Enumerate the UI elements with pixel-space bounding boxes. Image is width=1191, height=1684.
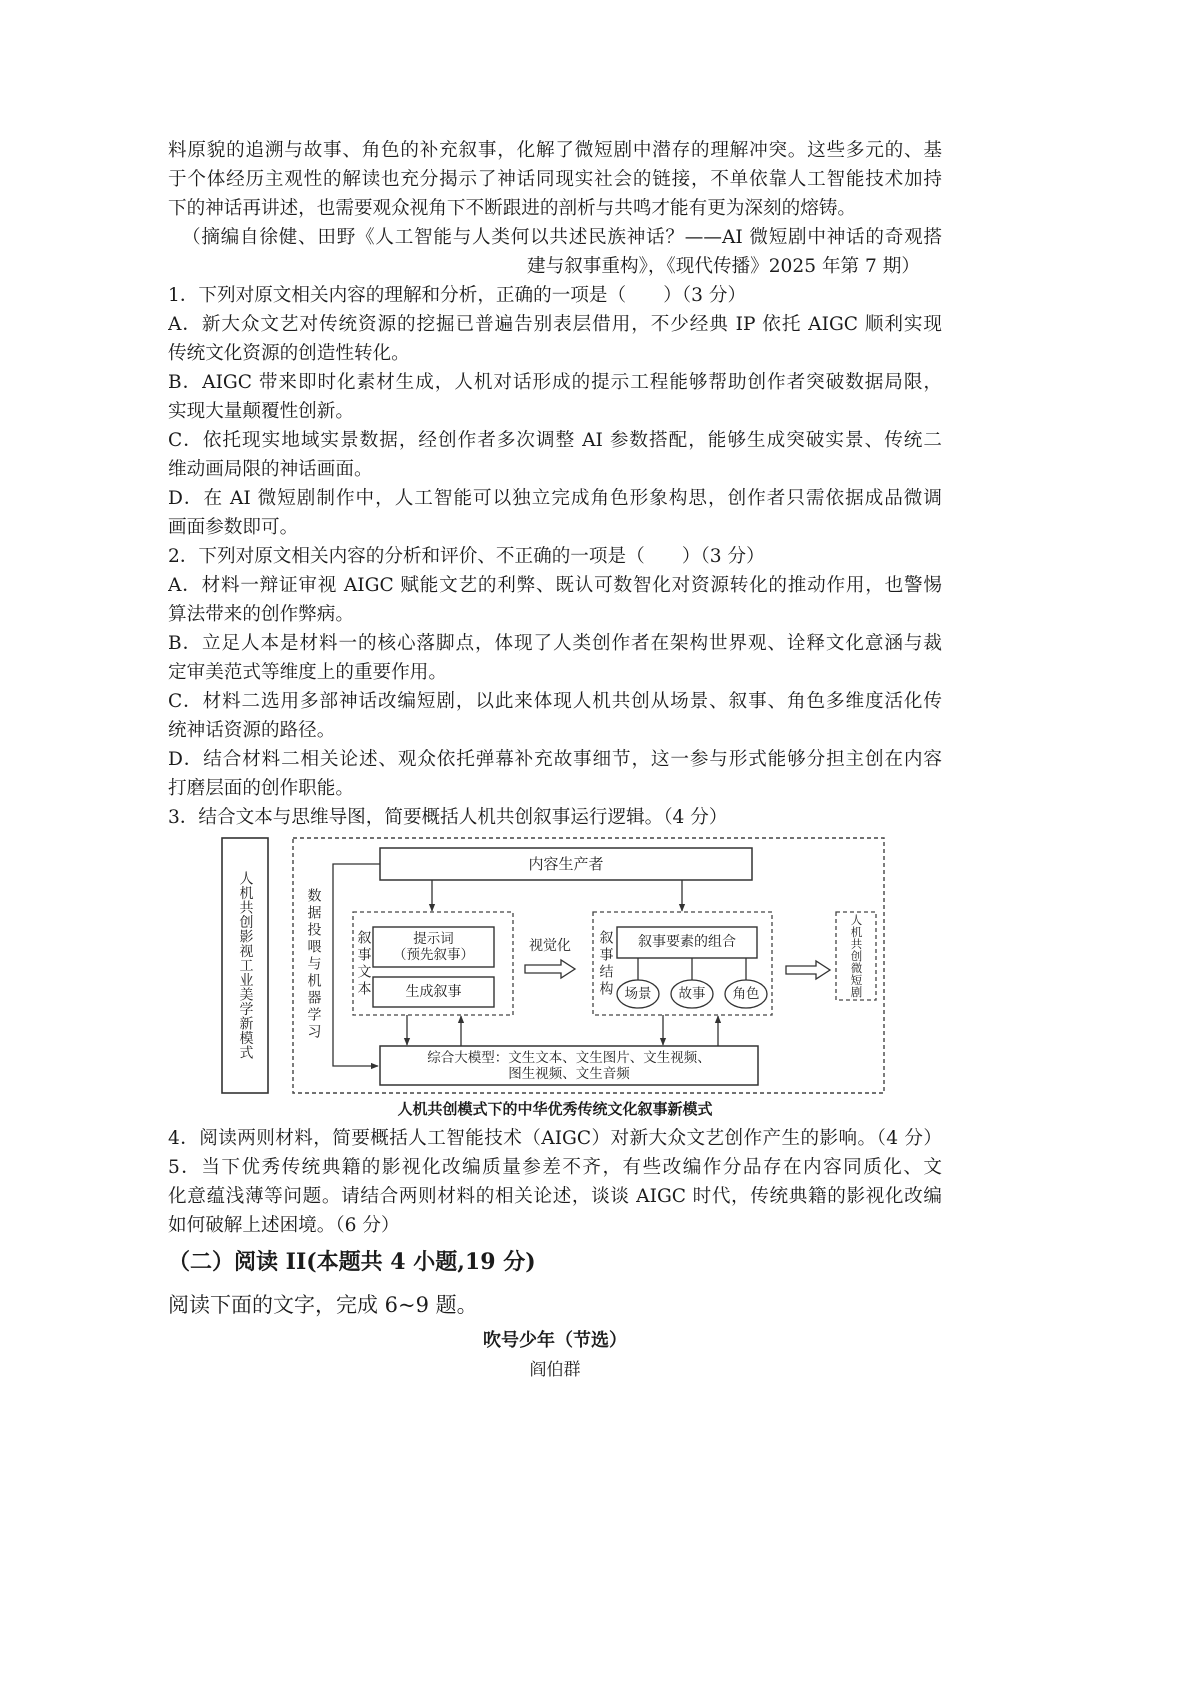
- generated-narrative-label: 生成叙事: [405, 983, 462, 1000]
- question-3-stem: 3．结合文本与思维导图，简要概括人机共创叙事运行逻辑。（4 分）: [168, 807, 728, 828]
- diagram-caption: 人机共创模式下的中华优秀传统文化叙事新模式: [397, 1100, 713, 1118]
- narrative-structure-text: 叙事结构: [597, 930, 614, 998]
- section-heading: （二）阅读 II(本题共 4 小题,19 分): [168, 1249, 536, 1275]
- option-line: A．新大众文艺对传统资源的挖掘已普遍告别表层借用，不少经典 IP 依托 AIGC 顺利实现: [168, 314, 942, 335]
- option-line: 画面参数即可。: [168, 517, 299, 538]
- prompt-title: 提示词: [413, 931, 454, 947]
- option-line: B．AIGC 带来即时化素材生成，人机对话形成的提示工程能够帮助创作者突破数据局限，: [168, 372, 942, 393]
- question-2-option-a: [168, 571, 942, 629]
- side-title-text: 人机共创影视工业美学新模式: [237, 871, 254, 1060]
- element-story-label: 故事: [678, 985, 706, 1002]
- option-line: D．在 AI 微短剧制作中，人工智能可以独立完成角色形象构思，创作者只需依据成品微调: [168, 488, 942, 509]
- question-5-line: 5．当下优秀传统典籍的影视化改编质量参差不齐，有些改编作分品存在内容同质化、文: [168, 1157, 942, 1178]
- option-line: 传统文化资源的创造性转化。: [168, 343, 410, 364]
- question-1-option-d: [168, 484, 942, 542]
- question-5: [168, 1153, 942, 1240]
- question-1-stem: 1．下列对原文相关内容的理解和分析，正确的一项是（ ）（3 分）: [168, 285, 747, 306]
- passage-line: 下的神话再讲述，也需要观众视角下不断跟进的剖析与共鸣才能有更为深刻的熔铸。: [168, 198, 856, 219]
- option-line: 打磨层面的创作职能。: [168, 778, 354, 799]
- model-line: 综合大模型：文生文本、文生图片、文生视频、: [427, 1049, 711, 1066]
- narrative-text-text: 叙事文本: [355, 930, 372, 998]
- narrative-text-label: [353, 917, 373, 1011]
- output-hollow-arrow: [786, 961, 830, 979]
- passage-line: 于个体经历主观性的解读也充分揭示了神话同现实社会的链接，不单依靠人工智能技术加持: [168, 169, 942, 190]
- mind-map-diagram: [168, 837, 942, 1095]
- option-line: B．立足人本是材料一的核心落脚点，体现了人类创作者在架构世界观、诠释文化意涵与裁: [168, 633, 942, 654]
- option-line: D．结合材料二相关论述、观众依托弹幕补充故事细节，这一参与形式能够分担主创在内容: [168, 749, 942, 770]
- model-line: 图生视频、文生音频: [508, 1065, 630, 1082]
- option-line: 统神话资源的路径。: [168, 720, 336, 741]
- element-scene-label: 场景: [624, 985, 652, 1002]
- option-line: C．材料二选用多部神话改编短剧，以此来体现人机共创从场景、叙事、角色多维度活化传: [168, 691, 942, 712]
- question-2-option-b: [168, 629, 942, 687]
- option-line: 定审美范式等维度上的重要作用。: [168, 662, 447, 683]
- question-1-option-c: [168, 426, 942, 484]
- visualize-label: 视觉化: [529, 937, 571, 954]
- text-column: [168, 136, 942, 1383]
- prompt-label: [373, 927, 494, 967]
- data-feed-label: [301, 887, 325, 1042]
- option-line: A．材料一辩证审视 AIGC 赋能文艺的利弊、既认可数智化对资源转化的推动作用，也警惕: [168, 575, 942, 596]
- prompt-subtitle: （预先叙事）: [393, 947, 474, 963]
- elements-combo-label: 叙事要素的组合: [638, 934, 736, 950]
- output-label: [836, 912, 876, 1000]
- question-2-stem: 2．下列对原文相关内容的分析和评价、不正确的一项是（ ）（3 分）: [168, 546, 765, 567]
- citation-line: （摘编自徐健、田野《人工智能与人类何以共述民族神话？——AI 微短剧中神话的奇观搭: [182, 227, 942, 248]
- data-feed-text: 数据投喂与机器学习: [305, 888, 322, 1041]
- question-1-option-a: [168, 310, 942, 368]
- section-instruction: 阅读下面的文字，完成 6~9 题。: [168, 1293, 478, 1317]
- question-4-stem: 4．阅读两则材料，简要概括人工智能技术（AIGC）对新大众文艺创作产生的影响。（4 分）: [168, 1128, 942, 1149]
- option-line: C．依托现实地域实景数据，经创作者多次调整 AI 参数搭配，能够生成突破实景、传统二: [168, 430, 942, 451]
- question-1-option-b: [168, 368, 942, 426]
- output-text: 人机共创微短剧: [849, 914, 864, 998]
- visualize-hollow-arrow: [525, 960, 575, 978]
- story-title: 吹号少年（节选）: [483, 1330, 627, 1351]
- option-line: 维动画局限的神话画面。: [168, 459, 373, 480]
- question-1: [168, 281, 942, 542]
- model-label: [380, 1046, 758, 1085]
- element-role-label: 角色: [732, 985, 760, 1002]
- question-2: [168, 542, 942, 803]
- citation-line: 建与叙事重构》，《现代传播》2025 年第 7 期）: [527, 256, 920, 277]
- source-citation: [168, 223, 942, 281]
- option-line: 算法带来的创作弊病。: [168, 604, 354, 625]
- story-author: 阎伯群: [529, 1360, 581, 1380]
- passage-line: 料原貌的追溯与故事、角色的补充叙事，化解了微短剧中潜存的理解冲突。这些多元的、基: [168, 140, 942, 161]
- question-2-option-c: [168, 687, 942, 745]
- question-5-line: 化意蕴浅薄等问题。请结合两则材料的相关论述，谈谈 AIGC 时代，传统典籍的影视化改编: [168, 1186, 942, 1207]
- question-2-option-d: [168, 745, 942, 803]
- question-5-line: 如何破解上述困境。（6 分）: [168, 1215, 400, 1236]
- side-title-label: [222, 838, 268, 1093]
- option-line: 实现大量颠覆性创新。: [168, 401, 354, 422]
- producer-label: 内容生产者: [528, 854, 604, 873]
- narrative-structure-label: [595, 917, 615, 1011]
- passage-excerpt: [168, 136, 942, 223]
